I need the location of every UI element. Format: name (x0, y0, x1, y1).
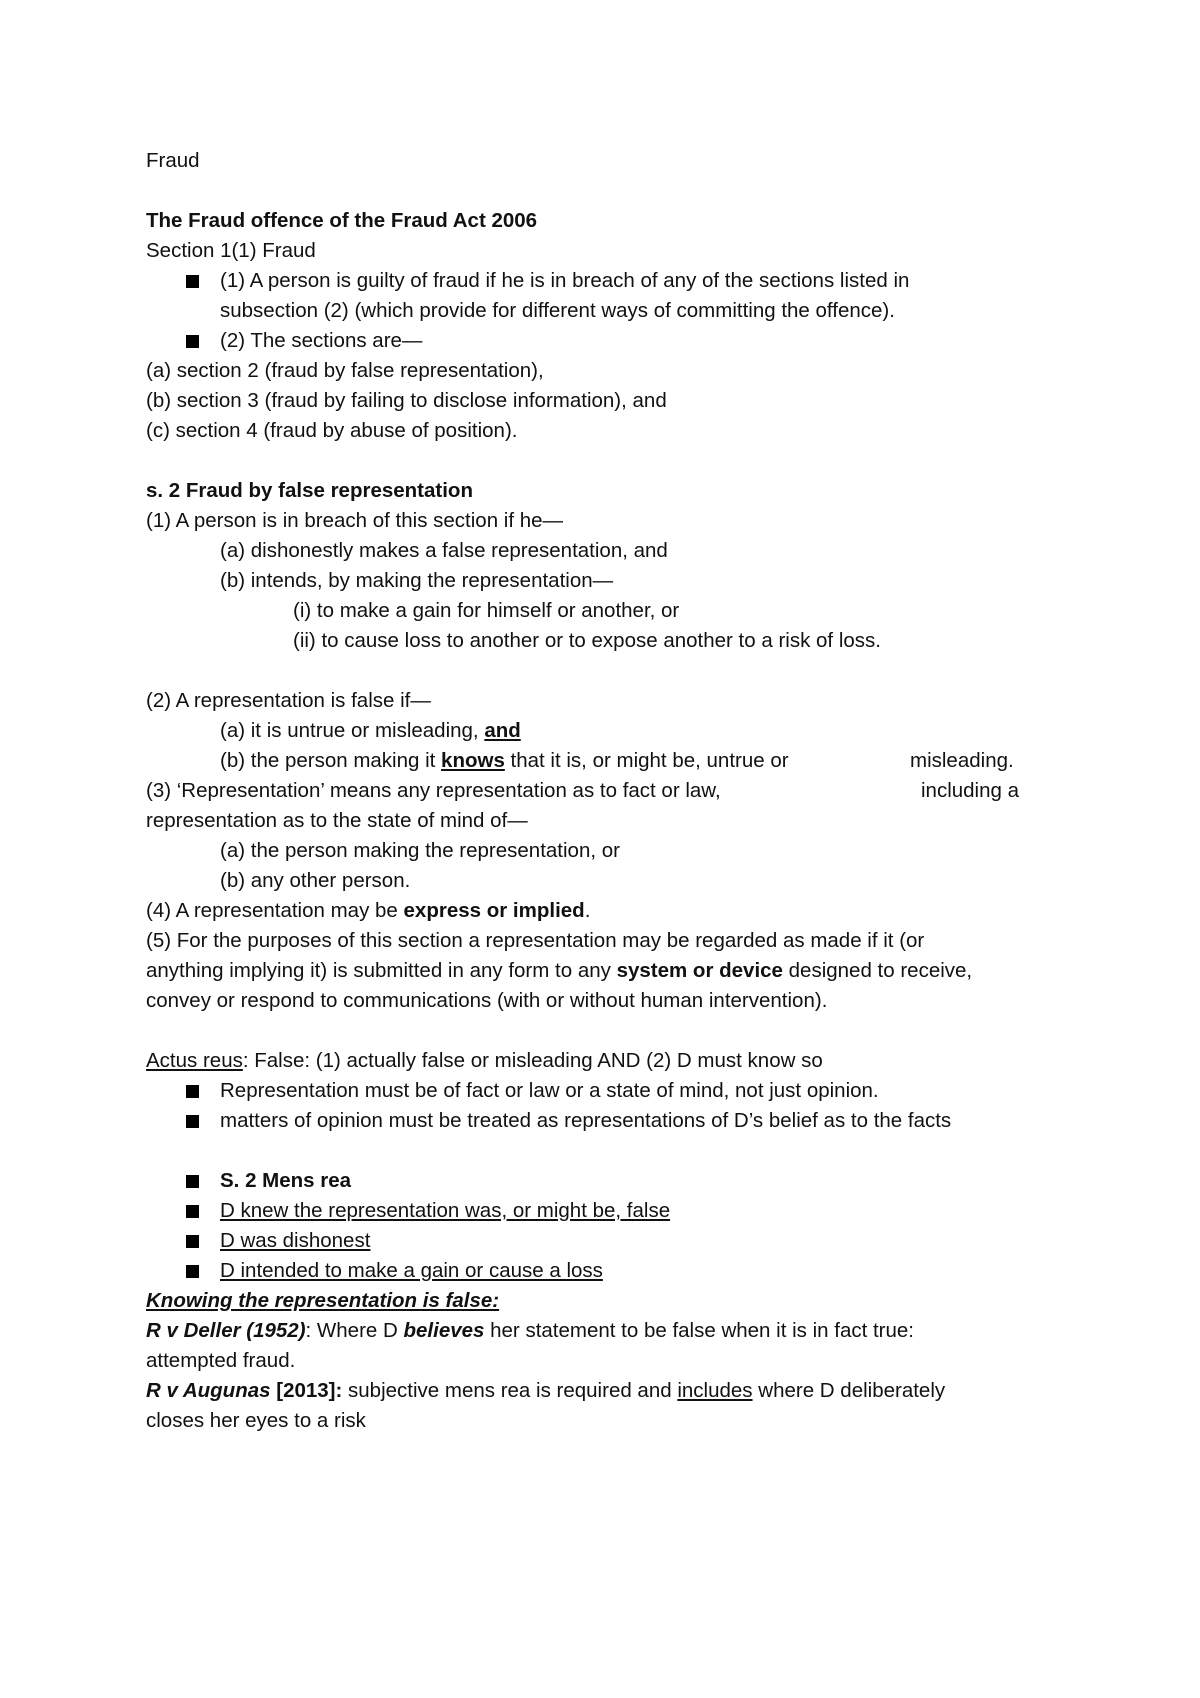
s2-sub-4-end: . (584, 899, 591, 922)
s1-item-c: (c) section 4 (fraud by abuse of position). (146, 419, 518, 442)
actus-reus-bullet-2: matters of opinion must be treated as representations of D’s belief as to the facts (220, 1109, 952, 1132)
s1-item-2: (2) The sections are— (220, 329, 423, 352)
mens-rea-bullet-2: D was dishonest (220, 1229, 371, 1252)
s2-sub-4-text: (4) A representation may be (146, 899, 404, 922)
mens-rea-bullet-1: D knew the representation was, or might be, false (220, 1199, 671, 1222)
document-title: Fraud (146, 149, 200, 172)
s1-item-a: (a) section 2 (fraud by false representation), (146, 359, 544, 382)
s1-item-1-line-2: subsection (2) (which provide for different ways of committing the offence). (220, 299, 895, 322)
bullet-icon (186, 1175, 199, 1188)
s1-item-b: (b) section 3 (fraud by failing to disclose information), and (146, 389, 667, 412)
augunas-text-rest: where D deliberately (752, 1379, 946, 1402)
emphasis-knows: knows (441, 749, 505, 772)
s2-sub-2b-right: misleading. (910, 749, 1014, 772)
emphasis-includes: includes (677, 1379, 753, 1402)
s2-sub-2b-text-rest: that it is, or might be, untrue or (504, 749, 789, 772)
bullet-icon (186, 275, 199, 288)
deller-text-rest: her statement to be false when it is in fact true: (484, 1319, 915, 1342)
s2-sub-3-right: including a (921, 779, 1020, 802)
emphasis-system-device: system or device (616, 959, 783, 982)
mens-rea-title: S. 2 Mens rea (220, 1169, 352, 1192)
s2-sub-2b (220, 748, 789, 774)
s2-sub-1b-i: (i) to make a gain for himself or another, or (293, 599, 680, 622)
emphasis-express-implied: express or implied (403, 899, 585, 922)
s1-title: Section 1(1) Fraud (146, 239, 316, 262)
s2-sub-5-line-1: (5) For the purposes of this section a representation may be regarded as made if it (or (146, 929, 925, 952)
s2-sub-3b: (b) any other person. (220, 869, 411, 892)
s2-sub-5-line-3: convey or respond to communications (with or without human intervention). (146, 989, 828, 1012)
mens-rea-bullet-3: D intended to make a gain or cause a loss (220, 1259, 603, 1282)
s2-sub-2b-text: (b) the person making it (220, 749, 442, 772)
actus-reus-line (146, 1048, 823, 1074)
bullet-icon (186, 335, 199, 348)
s2-sub-5-text-rest: designed to receive, (782, 959, 973, 982)
s2-sub-2a-text: (a) it is untrue or misleading, (220, 719, 485, 742)
section-heading: The Fraud offence of the Fraud Act 2006 (146, 209, 538, 232)
case-name-deller: R v Deller (1952) (146, 1319, 306, 1342)
knowing-heading: Knowing the representation is false: (146, 1289, 500, 1312)
s2-sub-1a: (a) dishonestly makes a false representation, and (220, 539, 668, 562)
deller-text: : Where D (305, 1319, 404, 1342)
bullet-icon (186, 1115, 199, 1128)
s2-sub-3a: (a) the person making the representation, or (220, 839, 620, 862)
s2-title: s. 2 Fraud by false representation (146, 479, 473, 502)
augunas-line-1 (146, 1378, 945, 1404)
bullet-icon (186, 1085, 199, 1098)
s2-sub-1: (1) A person is in breach of this section if he— (146, 509, 564, 532)
augunas-text: subjective mens rea is required and (342, 1379, 678, 1402)
emphasis-believes: believes (403, 1319, 485, 1342)
case-name-augunas: R v Augunas (146, 1379, 271, 1402)
s2-sub-4 (146, 898, 590, 924)
s2-sub-2: (2) A representation is false if— (146, 689, 431, 712)
actus-reus-label: Actus reus (146, 1049, 243, 1072)
s2-sub-2a (220, 718, 521, 744)
s2-sub-1b-ii: (ii) to cause loss to another or to expose another to a risk of loss. (293, 629, 881, 652)
emphasis-and: and (484, 719, 521, 742)
s2-sub-1b: (b) intends, by making the representation— (220, 569, 614, 592)
deller-line-2: attempted fraud. (146, 1349, 296, 1372)
actus-reus-text: : False: (1) actually false or misleading AND (2) D must know so (242, 1049, 823, 1072)
deller-line-1 (146, 1318, 914, 1344)
s2-sub-3: (3) ‘Representation’ means any representation as to fact or law, (146, 779, 721, 802)
bullet-icon (186, 1265, 199, 1278)
s2-sub-5-text: anything implying it) is submitted in any form to any (146, 959, 617, 982)
augunas-line-2: closes her eyes to a risk (146, 1409, 366, 1432)
s2-sub-5-line-2 (146, 958, 972, 984)
s1-item-1-line-1: (1) A person is guilty of fraud if he is in breach of any of the sections listed in (220, 269, 910, 292)
s2-sub-3-line-2: representation as to the state of mind of— (146, 809, 528, 832)
actus-reus-bullet-1: Representation must be of fact or law or a state of mind, not just opinion. (220, 1079, 879, 1102)
bullet-icon (186, 1235, 199, 1248)
bullet-icon (186, 1205, 199, 1218)
augunas-year: [2013]: (270, 1379, 343, 1402)
